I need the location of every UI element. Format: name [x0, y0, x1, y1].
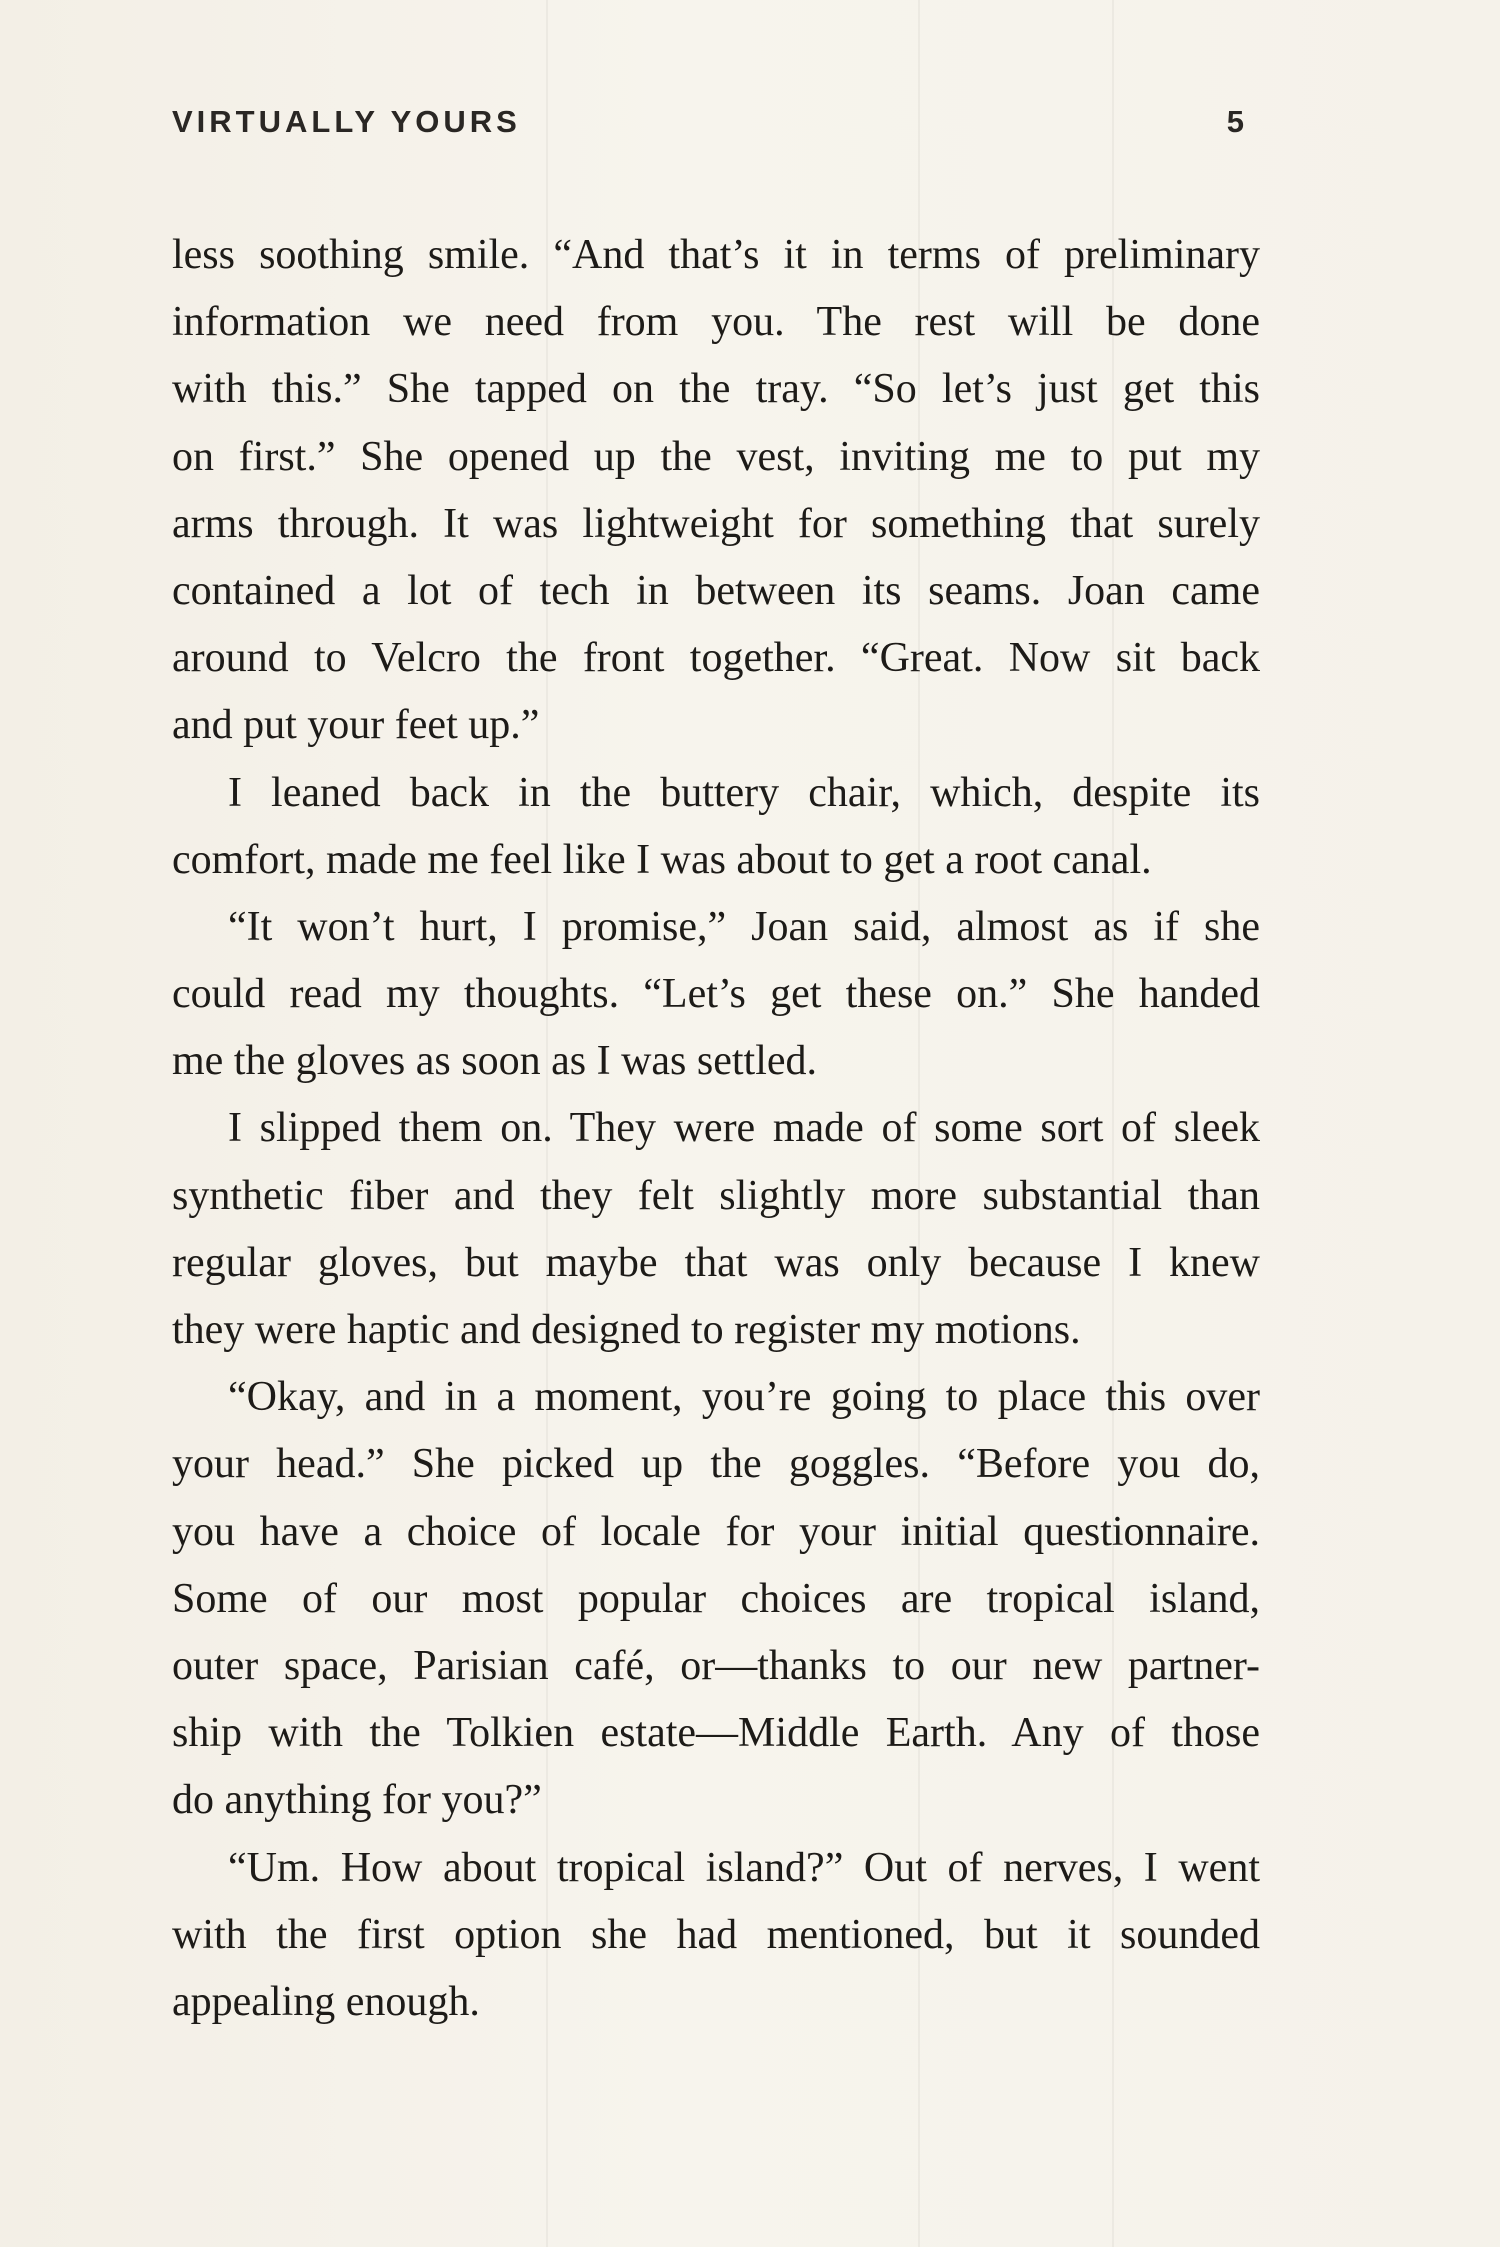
body-text-line: information we need from you. The rest will be done [172, 299, 1260, 346]
body-text-line: appealing enough. [172, 1978, 480, 2025]
body-text-line: “Um. How about tropical island?” Out of nerves, I went [228, 1844, 1260, 1891]
body-text-line: contained a lot of tech in between its seams. Joan came [172, 567, 1260, 614]
body-text-line: synthetic fiber and they felt slightly more substantial than [172, 1172, 1260, 1219]
body-text-line: arms through. It was lightweight for something that surely [172, 500, 1260, 547]
body-text-line: ship with the Tolkien estate—Middle Earth. Any of those [172, 1710, 1260, 1757]
body-text-line: with the first option she had mentioned, but it sounded [172, 1911, 1260, 1958]
body-text-line: I slipped them on. They were made of some sort of sleek [228, 1105, 1260, 1152]
body-text-line: comfort, made me feel like I was about to get a root canal. [172, 836, 1152, 883]
body-text-line: I leaned back in the buttery chair, which, despite its [228, 769, 1260, 816]
body-text-line: do anything for you?” [172, 1777, 542, 1824]
body-text [172, 222, 1260, 2036]
body-text-line: and put your feet up.” [172, 702, 540, 749]
body-text-line: Some of our most popular choices are tropical island, [172, 1575, 1260, 1622]
body-text-line: “Okay, and in a moment, you’re going to place this over [228, 1374, 1260, 1421]
body-text-line: they were haptic and designed to register my motions. [172, 1307, 1081, 1353]
body-text-line: on first.” She opened up the vest, inviting me to put my [172, 433, 1260, 480]
body-text-line: around to Velcro the front together. “Great. Now sit back [172, 635, 1260, 682]
body-text-line: me the gloves as soon as I was settled. [172, 1038, 818, 1085]
page-number: 5 [1226, 104, 1244, 139]
body-text-line: your head.” She picked up the goggles. “Before you do, [172, 1441, 1260, 1488]
body-text-line: “It won’t hurt, I promise,” Joan said, almost as if she [228, 903, 1260, 950]
running-head-title: VIRTUALLY YOURS [172, 104, 521, 139]
body-text-line: you have a choice of locale for your initial questionnaire. [172, 1508, 1260, 1555]
body-text-line: outer space, Parisian café, or—thanks to our new partner- [172, 1642, 1260, 1689]
body-text-line: less soothing smile. “And that’s it in terms of preliminary [172, 232, 1260, 278]
body-text-line: could read my thoughts. “Let’s get these on.” She handed [172, 971, 1260, 1018]
body-text-line: with this.” She tapped on the tray. “So let’s just get this [172, 366, 1260, 413]
body-text-line: regular gloves, but maybe that was only because I knew [172, 1239, 1260, 1286]
